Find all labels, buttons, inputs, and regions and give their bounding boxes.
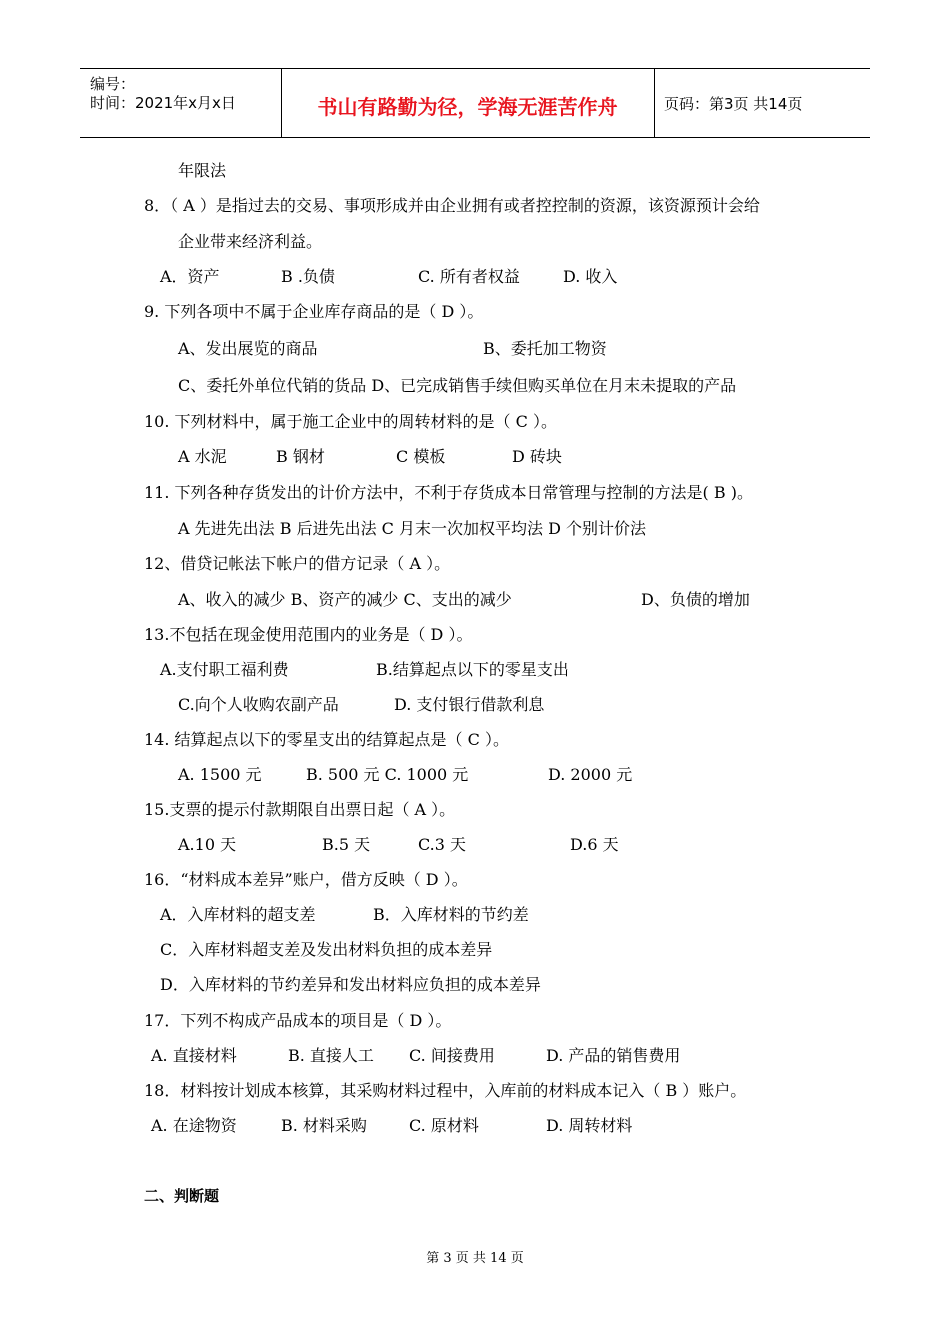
question-12: 12、借贷记帐法下帐户的借方记录（ A ）。 — [144, 554, 451, 573]
question-18: 18．材料按计划成本核算，其采购材料过程中，入库前的材料成本记入（ B ）账户。 — [144, 1081, 747, 1100]
option-c: C.向个人收购农副产品 — [178, 695, 339, 714]
text-line: 企业带来经济利益。 — [178, 232, 323, 251]
options-b-c: B. 500 元 C. 1000 元 — [306, 765, 469, 784]
option-c: C.3 天 — [418, 835, 467, 854]
question-14: 14. 结算起点以下的零星支出的结算起点是（ C ）。 — [144, 730, 509, 749]
page-footer: 第 3 页 共 14 页 — [426, 1251, 524, 1266]
header-motto-cell — [281, 69, 655, 137]
option-d: D、负债的增加 — [641, 590, 750, 609]
option-d: D. 支付银行借款利息 — [394, 695, 545, 714]
page-header — [80, 68, 870, 138]
motto-text: 书山有路勤为径，学海无涯苦作舟 — [317, 95, 618, 119]
question-8: 8．（ A ）是指过去的交易、事项形成并由企业拥有或者控控制的资源，该资源预计会给 — [144, 196, 760, 215]
option-c: C. 原材料 — [409, 1116, 479, 1135]
option-a: A．入库材料的超支差 — [160, 905, 316, 924]
option-d: D.6 天 — [570, 835, 619, 854]
option-a: A. 1500 元 — [178, 765, 262, 784]
option-d: D. 周转材料 — [546, 1116, 633, 1135]
option-a: A．资产 — [160, 267, 220, 286]
option-a: A.支付职工福利费 — [160, 660, 289, 679]
option-d: D. 收入 — [563, 267, 618, 286]
document-date: 时间：2021年x月x日 — [90, 94, 236, 112]
options-a-d: A 先进先出法 B 后进先出法 C 月末一次加权平均法 D 个别计价法 — [178, 519, 646, 538]
option-c: C. 间接费用 — [409, 1046, 495, 1065]
options-c-d: C、委托外单位代销的货品 D、已完成销售手续但购买单位在月末未提取的产品 — [178, 376, 737, 395]
option-c: C．入库材料超支差及发出材料负担的成本差异 — [160, 940, 493, 959]
option-a: A、发出展览的商品 — [178, 339, 318, 358]
option-c: C 模板 — [396, 447, 446, 466]
option-b: B.结算起点以下的零星支出 — [376, 660, 569, 679]
option-a: A.10 天 — [178, 835, 237, 854]
question-16: 16．“材料成本差异”账户，借方反映（ D ）。 — [144, 870, 468, 889]
header-info-cell — [80, 69, 282, 137]
option-d: D. 2000 元 — [548, 765, 633, 784]
question-13: 13.不包括在现金使用范围内的业务是（ D ）。 — [144, 625, 473, 644]
document-number-label: 编号： — [90, 75, 136, 93]
question-11: 11. 下列各种存货发出的计价方法中，不利于存货成本日常管理与控制的方法是( B )。 — [144, 483, 753, 502]
option-d: D 砖块 — [512, 447, 562, 466]
option-c: C. 所有者权益 — [418, 267, 520, 286]
options-a-c: A、收入的减少 B、资产的减少 C、支出的减少 — [178, 590, 512, 609]
option-a: A. 在途物资 — [151, 1116, 237, 1135]
option-b: B.5 天 — [322, 835, 371, 854]
option-d: D. 产品的销售费用 — [546, 1046, 681, 1065]
question-9: 9. 下列各项中不属于企业库存商品的是（ D ）。 — [144, 302, 484, 321]
option-b: B 钢材 — [276, 447, 325, 466]
question-10: 10. 下列材料中，属于施工企业中的周转材料的是（ C ）。 — [144, 412, 557, 431]
option-d: D．入库材料的节约差异和发出材料应负担的成本差异 — [160, 975, 541, 994]
section-title: 二、判断题 — [144, 1187, 220, 1205]
option-a: A 水泥 — [178, 447, 227, 466]
header-page-cell — [655, 69, 870, 137]
question-17: 17．下列不构成产品成本的项目是（ D ）。 — [144, 1011, 452, 1030]
option-b: B. 材料采购 — [281, 1116, 367, 1135]
option-a: A. 直接材料 — [151, 1046, 237, 1065]
option-b: B．入库材料的节约差 — [373, 905, 529, 924]
option-b: B .负债 — [281, 267, 335, 286]
question-15: 15.支票的提示付款期限自出票日起（ A ）。 — [144, 800, 456, 819]
text-line: 年限法 — [178, 161, 227, 180]
option-b: B、委托加工物资 — [483, 339, 607, 358]
header-page-number: 页码：第3页 共14页 — [664, 95, 803, 113]
option-b: B. 直接人工 — [288, 1046, 374, 1065]
